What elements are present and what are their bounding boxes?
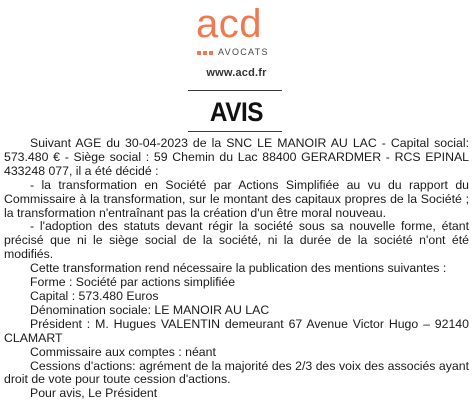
- mention-commissaire: Commissaire aux comptes : néant: [30, 344, 216, 359]
- mention-denomination: Dénomination sociale: LE MANOIR AU LAC: [30, 302, 270, 317]
- title-rule-bottom: [188, 131, 282, 132]
- logo-dots-icon: [197, 50, 215, 56]
- paragraph-publication: Cette transformation rend nécessaire la publication des mentions suivantes :: [30, 261, 447, 276]
- mention-cessions: Cessions d'actions: agrément de la majorité des 2/3 des voix des associés ayant droit de vote pour toute cession d'actions.: [4, 358, 469, 387]
- title-rule-top: [188, 90, 282, 91]
- notice-signature: Pour avis, Le Président: [30, 386, 158, 401]
- logo-tagline: AVOCATS: [218, 47, 269, 57]
- mention-president: Président : M. Hugues VALENTIN demeurant 67 Avenue Victor Hugo – 92140 CLAMART: [4, 316, 469, 345]
- notice-body: [4, 137, 469, 401]
- acd-avocats-logo: [196, 2, 278, 58]
- logo-wordmark: acd: [196, 2, 262, 46]
- website-url: www.acd.fr: [206, 67, 267, 79]
- paragraph-intro: Suivant AGE du 30-04-2023 de la SNC LE MANOIR AU LAC - Capital social: 573.480 € - Siège social : 59 Chemin du Lac 88400 GERARDMER - RCS EPINAL 433248 077, il a été décidé :: [4, 136, 469, 178]
- mention-forme: Forme : Société par actions simplifiée: [30, 275, 236, 290]
- paragraph-transformation: - la transformation en Société par Actions Simplifiée au vu du rapport du Commissaire à la transformation, sur le montant des capitaux propres de la Société ; la transformation n'entraînant pas la création d'un être moral nouveau.: [4, 177, 469, 220]
- notice-title: AVIS: [209, 97, 264, 127]
- notice-header: [0, 0, 473, 100]
- mention-capital: Capital : 573.480 Euros: [30, 288, 159, 303]
- paragraph-statuts: - l'adoption des statuts devant régir la société sous sa nouvelle forme, étant précisé que ni le siège social de la société, ni la durée de la société n'ont été modifiés.: [4, 219, 469, 262]
